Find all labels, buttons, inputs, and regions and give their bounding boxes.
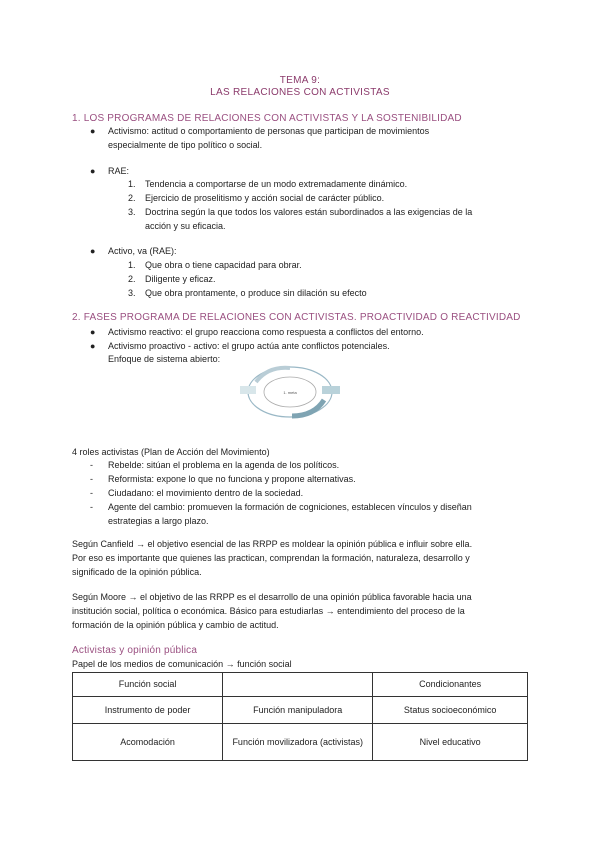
activo-item-2: Diligente y eficaz. — [145, 274, 216, 284]
rae-item-3: Doctrina según la que todos los valores están subordinados a las exigencias de la — [145, 207, 473, 217]
table-row — [73, 697, 528, 724]
canfield-line1: Según Canfield → el objetivo esencial de las RRPP es moldear la opinión pública e influir sobre ella. — [72, 539, 473, 549]
rae-item-1: Tendencia a comportarse de un modo extremadamente dinámico. — [145, 179, 408, 189]
dash-marker: - — [90, 460, 93, 470]
activo-label: Activo, va (RAE): — [108, 246, 177, 256]
opinion-subtitle: Papel de los medios de comunicación → función social — [72, 659, 292, 669]
roles-title: 4 roles activistas (Plan de Acción del Movimiento) — [72, 447, 270, 457]
list-number: 2. — [128, 193, 136, 203]
bullet-icon: ● — [90, 327, 96, 337]
list-number: 1. — [128, 260, 136, 270]
role-rebelde: Rebelde: sitúan el problema en la agenda de los políticos. — [108, 460, 340, 470]
table-row — [73, 673, 528, 697]
table-row — [73, 724, 528, 761]
activo-item-1: Que obra o tiene capacidad para obrar. — [145, 260, 302, 270]
activo-item-3: Que obra prontamente, o produce sin dilación su efecto — [145, 288, 367, 298]
diagram-center-label: 1. meta — [283, 390, 297, 395]
output-box — [322, 386, 340, 394]
bullet-icon: ● — [90, 166, 96, 176]
moore-line2: institución social, política o económica. Básico para estudiarlas → entendimiento del proceso de la — [72, 606, 465, 616]
table-cell — [223, 673, 373, 697]
role-ciudadano: Ciudadano: el movimiento dentro de la sociedad. — [108, 488, 304, 498]
bullet-icon: ● — [90, 341, 96, 351]
dash-marker: - — [90, 502, 93, 512]
tema-label: TEMA 9: — [279, 75, 321, 86]
table-cell: Función movilizadora (activistas) — [223, 724, 373, 761]
bullet-icon: ● — [90, 126, 96, 136]
opinion-heading: Activistas y opinión pública — [72, 645, 198, 656]
activismo-line2: especialmente de tipo político o social. — [108, 140, 263, 150]
table-cell: Condicionantes — [373, 673, 528, 697]
functions-table — [72, 672, 528, 761]
role-agente: Agente del cambio: promueven la formación de cogniciones, establecen vínculos y diseñan — [108, 502, 472, 512]
page-title: LAS RELACIONES CON ACTIVISTAS — [210, 87, 390, 98]
role-reformista: Reformista: expone lo que no funciona y propone alternativas. — [108, 474, 356, 484]
proactivo-text: Activismo proactivo - activo: el grupo actúa ante conflictos potenciales. — [108, 341, 390, 351]
moore-line3: formación de la opinión pública y cambio de actitud. — [72, 620, 279, 630]
rae-item-3-cont: acción y su eficacia. — [145, 221, 226, 231]
activismo-line1: Activismo: actitud o comportamiento de personas que participan de movimientos — [108, 126, 430, 136]
moore-line1: Según Moore → el objetivo de las RRPP es el desarrollo de una opinión pública favorable hacia una — [72, 592, 472, 602]
rae-item-2: Ejercicio de proselitismo y acción social de carácter público. — [145, 193, 385, 203]
list-number: 3. — [128, 207, 136, 217]
table-cell: Función social — [73, 673, 223, 697]
table-cell: Status socioeconómico — [373, 697, 528, 724]
input-box — [240, 386, 256, 394]
role-agente-cont: estrategias a largo plazo. — [108, 516, 209, 526]
canfield-line3: significado de la opinión pública. — [72, 567, 202, 577]
section2-heading: 2. FASES PROGRAMA DE RELACIONES CON ACTIVISTAS. PROACTIVIDAD O REACTIVIDAD — [72, 312, 521, 323]
canfield-line2: Por eso es importante que quienes las practican, comprendan la formación, naturaleza, desarrollo y — [72, 553, 470, 563]
table-cell: Acomodación — [73, 724, 223, 761]
reactivo-text: Activismo reactivo: el grupo reacciona como respuesta a conflictos del entorno. — [108, 327, 424, 337]
table-cell: Instrumento de poder — [73, 697, 223, 724]
open-system-diagram — [238, 356, 342, 426]
table-cell: Nivel educativo — [373, 724, 528, 761]
bullet-icon: ● — [90, 246, 96, 256]
table-cell: Función manipuladora — [223, 697, 373, 724]
list-number: 3. — [128, 288, 136, 298]
enfoque-text: Enfoque de sistema abierto: — [108, 354, 221, 364]
list-number: 1. — [128, 179, 136, 189]
dash-marker: - — [90, 474, 93, 484]
dash-marker: - — [90, 488, 93, 498]
section1-heading: 1. LOS PROGRAMAS DE RELACIONES CON ACTIVISTAS Y LA SOSTENIBILIDAD — [72, 113, 462, 124]
list-number: 2. — [128, 274, 136, 284]
rae-label: RAE: — [108, 166, 130, 176]
